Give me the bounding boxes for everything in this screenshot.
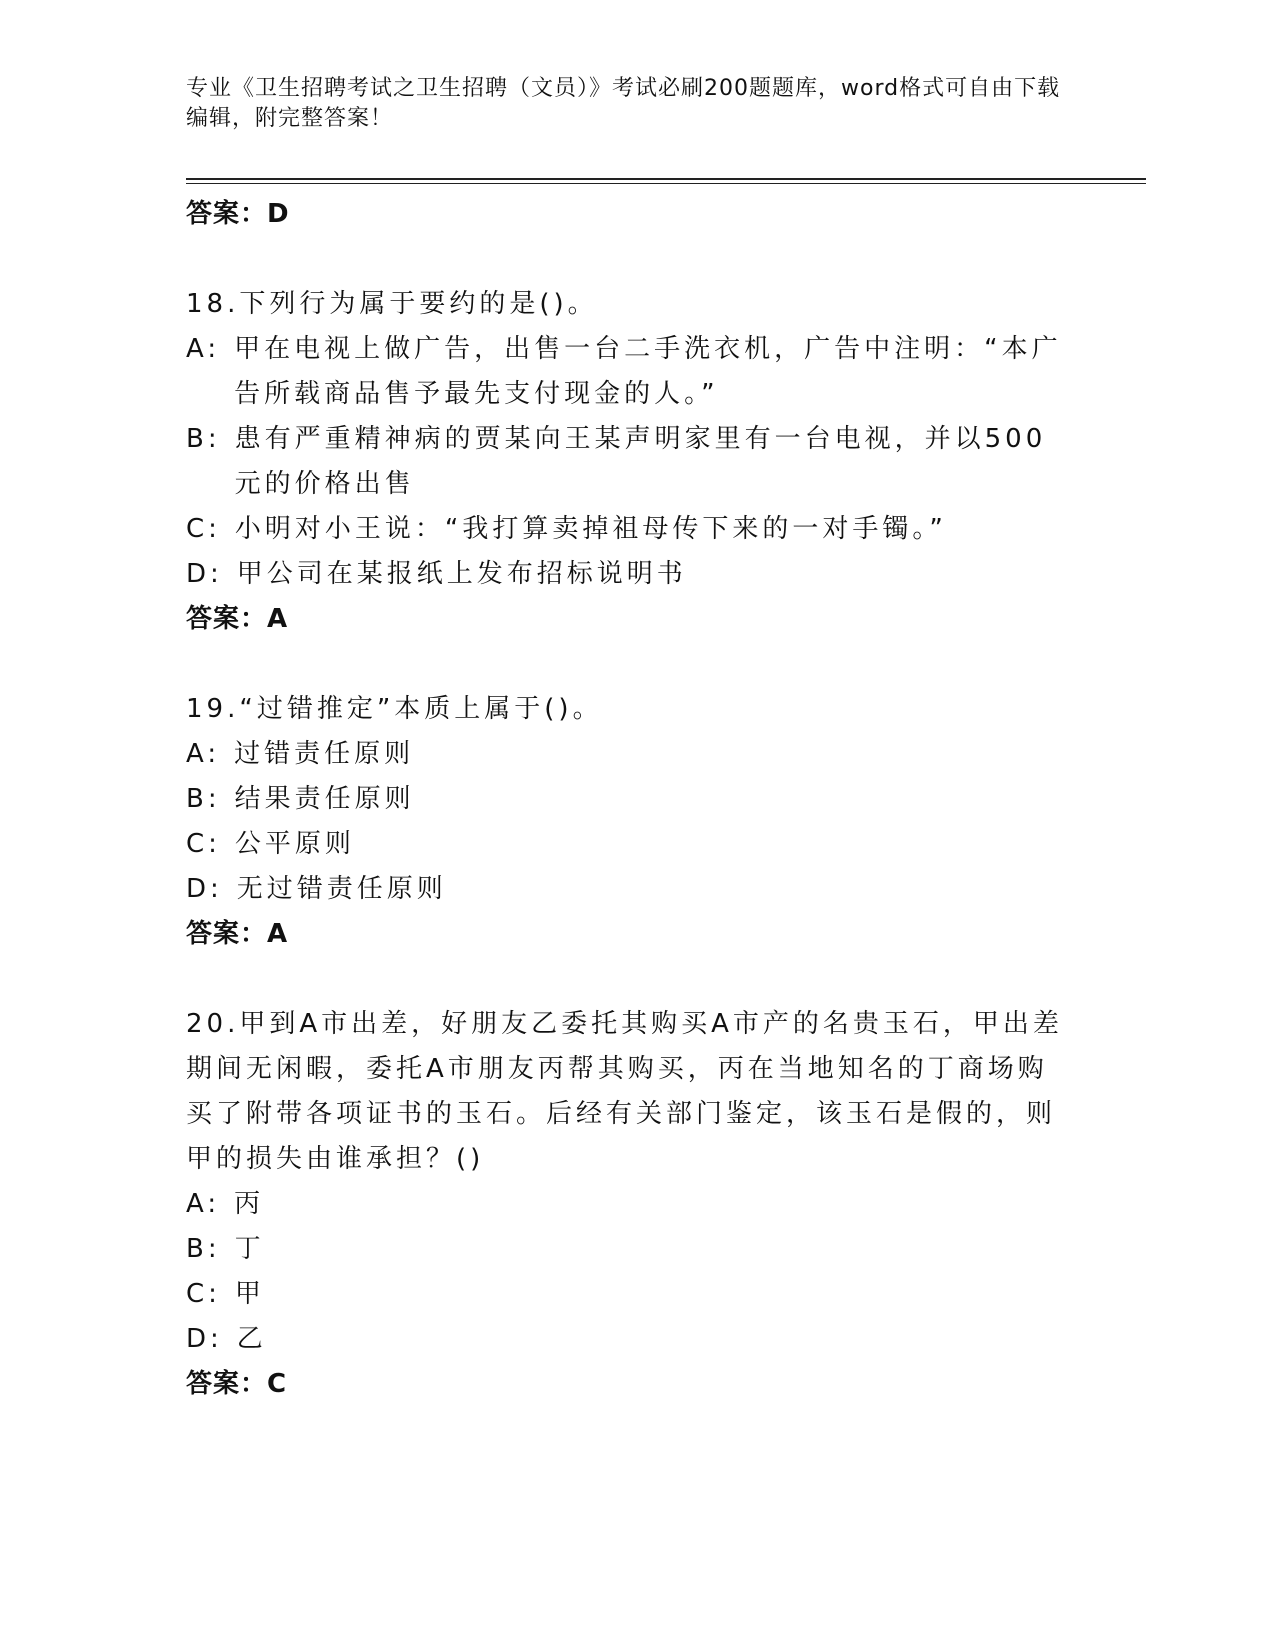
option-text: 甲公司在某报纸上发布招标说明书: [236, 559, 687, 589]
option-text: 甲在电视上做广告，出售一台二手洗衣机，广告中注明：“本广告所载商品售予最先支付现金的人。”: [234, 334, 1062, 409]
option-d: [186, 1317, 1066, 1362]
option-text: 过错责任原则: [234, 739, 415, 769]
previous-answer: 答案：D: [186, 199, 290, 229]
option-text: 甲: [234, 1279, 265, 1309]
option-c: [186, 1272, 1066, 1317]
option-c: [186, 822, 1066, 867]
option-text: 公平原则: [234, 829, 355, 859]
option-key: A:: [186, 334, 221, 364]
header-divider-thin: [186, 183, 1146, 184]
option-key: C:: [186, 1279, 221, 1309]
document-header: 专业《卫生招聘考试之卫生招聘（文员）》考试必刷200题题库，word格式可自由下载编辑，附完整答案！: [186, 76, 1061, 131]
option-key: D:: [186, 1324, 223, 1354]
question-content: [186, 192, 1066, 1407]
option-text: 患有严重精神病的贾某向王某声明家里有一台电视，并以500元的价格出售: [234, 424, 1047, 499]
option-key: A:: [186, 739, 221, 769]
option-text: 小明对小王说：“我打算卖掉祖母传下来的一对手镯。”: [234, 514, 947, 544]
option-text: 丁: [234, 1234, 265, 1264]
option-a: [186, 732, 1066, 777]
spacer: [186, 642, 1066, 687]
option-a: [186, 1182, 1066, 1227]
question-stem: 19.“过错推定”本质上属于()。: [186, 694, 603, 724]
option-d: [186, 867, 1066, 912]
question-stem: 18.下列行为属于要约的是()。: [186, 289, 598, 319]
question-stem: 20.甲到A市出差，好朋友乙委托其购买A市产的名贵玉石，甲出差期间无闲暇，委托A市朋友丙帮其购买，丙在当地知名的丁商场购买了附带各项证书的玉石。后经有关部门鉴定，该玉石是假的，则甲的损失由谁承担？(): [186, 1009, 1063, 1174]
option-key: A:: [186, 1189, 221, 1219]
answer: 答案：C: [186, 1369, 288, 1399]
option-d: [186, 552, 1066, 597]
option-text: 无过错责任原则: [236, 874, 447, 904]
question-block: [186, 282, 1066, 642]
option-key: C:: [186, 514, 221, 544]
spacer: [186, 957, 1066, 1002]
option-text: 结果责任原则: [234, 784, 415, 814]
option-b: [186, 777, 1066, 822]
option-text: 乙: [236, 1324, 267, 1354]
header-divider-thick: [186, 178, 1146, 180]
option-c: [186, 507, 1066, 552]
question-block: [186, 687, 1066, 957]
option-key: C:: [186, 829, 221, 859]
answer: 答案：A: [186, 604, 289, 634]
option-a: [186, 327, 1066, 417]
option-key: D:: [186, 559, 223, 589]
spacer: [186, 237, 1066, 282]
option-key: B:: [186, 784, 221, 814]
option-text: 丙: [234, 1189, 265, 1219]
option-b: [186, 1227, 1066, 1272]
option-key: B:: [186, 1234, 221, 1264]
answer: 答案：A: [186, 919, 289, 949]
option-key: B:: [186, 424, 221, 454]
option-b: [186, 417, 1066, 507]
option-key: D:: [186, 874, 223, 904]
question-block: [186, 1002, 1066, 1407]
